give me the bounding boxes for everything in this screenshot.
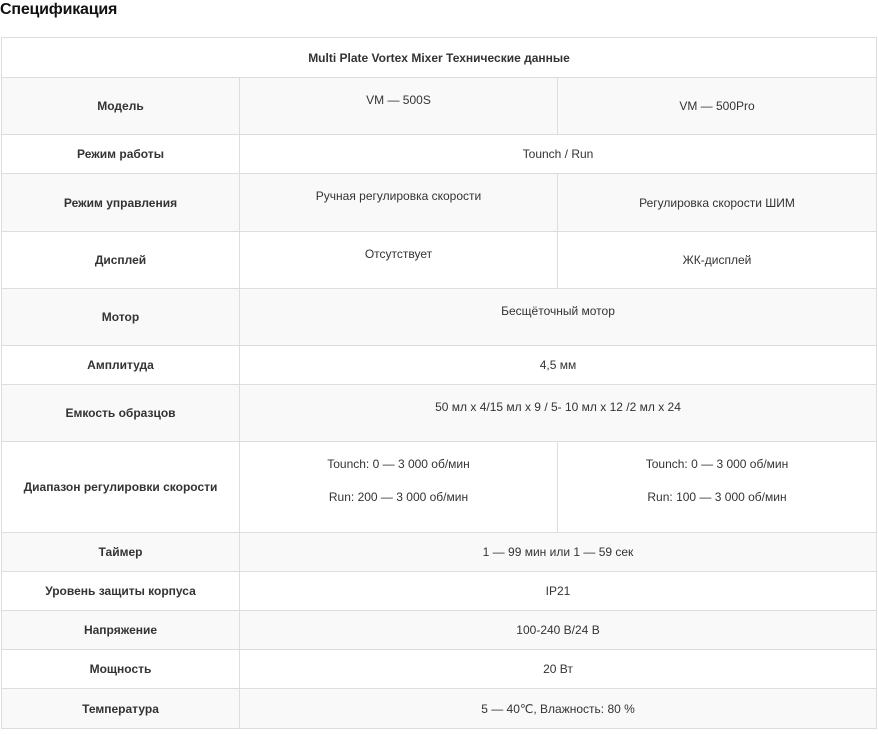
timer-value: 1 — 99 мин или 1 — 59 сек bbox=[240, 533, 877, 572]
row-label-speed-range: Диапазон регулировки скорости bbox=[2, 442, 240, 533]
work-mode-value: Tounch / Run bbox=[240, 135, 877, 174]
spec-table bbox=[1, 37, 877, 729]
table-row-voltage bbox=[2, 611, 877, 650]
voltage-value: 100-240 В/24 В bbox=[240, 611, 877, 650]
table-row-power bbox=[2, 650, 877, 689]
amplitude-value: 4,5 мм bbox=[240, 346, 877, 385]
table-row-protection bbox=[2, 572, 877, 611]
speed-run-1: Run: 200 — 3 000 об/мин bbox=[328, 490, 469, 504]
table-row-amplitude bbox=[2, 346, 877, 385]
table-row-motor bbox=[2, 289, 877, 346]
capacity-value: 50 мл х 4/15 мл х 9 / 5- 10 мл х 12 /2 мл х 24 bbox=[240, 385, 877, 442]
table-row-capacity bbox=[2, 385, 877, 442]
speed-range-value-2 bbox=[558, 442, 877, 533]
protection-value: IP21 bbox=[240, 572, 877, 611]
row-label-model: Модель bbox=[2, 78, 240, 135]
control-mode-value-1: Ручная регулировка скорости bbox=[240, 174, 558, 232]
speed-run-2: Run: 100 — 3 000 об/мин bbox=[647, 490, 787, 504]
row-label-control-mode: Режим управления bbox=[2, 174, 240, 232]
table-row-timer bbox=[2, 533, 877, 572]
power-value: 20 Вт bbox=[240, 650, 877, 689]
table-title-row bbox=[2, 38, 877, 78]
row-label-amplitude: Амплитуда bbox=[2, 346, 240, 385]
table-row-control-mode bbox=[2, 174, 877, 232]
display-value-1: Отсутствует bbox=[240, 232, 558, 289]
model-value-1: VM — 500S bbox=[240, 78, 558, 135]
speed-touch-1: Tounch: 0 — 3 000 об/мин bbox=[327, 457, 470, 471]
table-row-display bbox=[2, 232, 877, 289]
row-label-power: Мощность bbox=[2, 650, 240, 689]
speed-touch-2: Tounch: 0 — 3 000 об/мин bbox=[645, 457, 789, 471]
row-label-display: Дисплей bbox=[2, 232, 240, 289]
row-label-voltage: Напряжение bbox=[2, 611, 240, 650]
table-row-work-mode bbox=[2, 135, 877, 174]
table-row-model bbox=[2, 78, 877, 135]
model-value-2: VM — 500Pro bbox=[558, 78, 877, 135]
speed-range-value-1 bbox=[240, 442, 558, 533]
table-row-speed-range bbox=[2, 442, 877, 533]
page-title: Спецификация bbox=[0, 1, 118, 18]
display-value-2: ЖК-дисплей bbox=[558, 232, 877, 289]
row-label-motor: Мотор bbox=[2, 289, 240, 346]
row-label-temperature: Температура bbox=[2, 689, 240, 729]
row-label-capacity: Емкость образцов bbox=[2, 385, 240, 442]
row-label-work-mode: Режим работы bbox=[2, 135, 240, 174]
motor-value: Бесщёточный мотор bbox=[240, 289, 877, 346]
temperature-value: 5 — 40℃, Влажность: 80 % bbox=[240, 689, 877, 729]
table-title: Multi Plate Vortex Mixer Технические данные bbox=[2, 38, 877, 78]
table-row-temperature bbox=[2, 689, 877, 729]
control-mode-value-2: Регулировка скорости ШИМ bbox=[558, 174, 877, 232]
row-label-protection: Уровень защиты корпуса bbox=[2, 572, 240, 611]
row-label-timer: Таймер bbox=[2, 533, 240, 572]
